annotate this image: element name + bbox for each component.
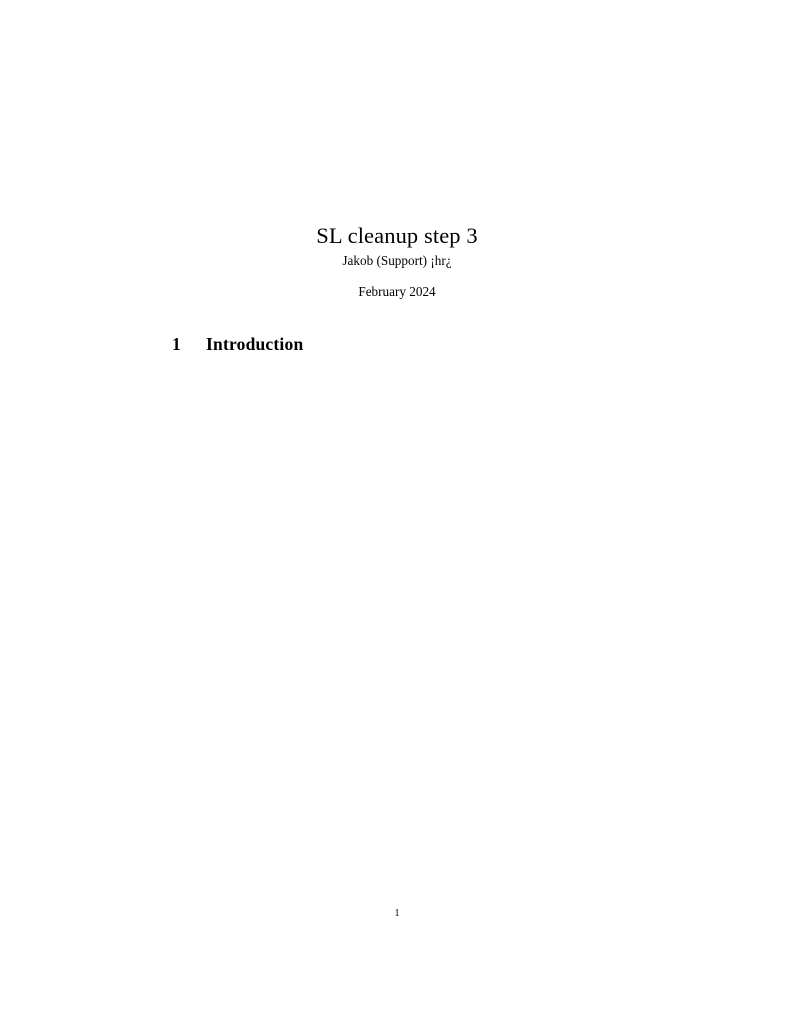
document-author: Jakob (Support) ¡hr¿ [342,253,452,268]
section-heading-introduction [172,334,303,355]
document-date: February 2024 [358,284,436,299]
section-title: Introduction [206,334,304,354]
page-number: 1 [394,908,400,919]
section-number: 1 [172,334,181,354]
document-title: SL cleanup step 3 [316,223,478,249]
